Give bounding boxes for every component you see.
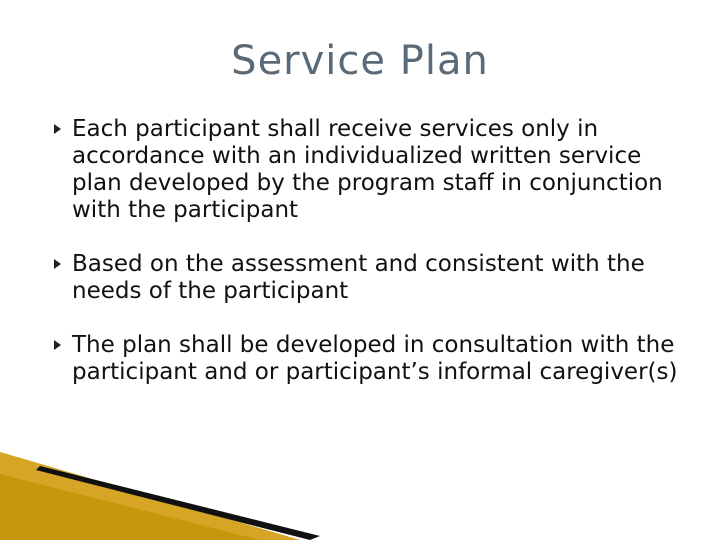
bullet-item xyxy=(52,332,682,386)
corner-decoration xyxy=(0,440,720,540)
bullet-item xyxy=(52,251,682,305)
bullet-item xyxy=(52,116,682,224)
bullet-text: Each participant shall receive services only in accordance with an individualized written service plan developed by the program staff in conjunction with the participant xyxy=(72,116,663,223)
bullet-text: The plan shall be developed in consultation with the participant and or participant’s informal caregiver(s) xyxy=(72,332,678,385)
triangle-bullet-icon xyxy=(54,259,61,269)
triangle-bullet-icon xyxy=(54,124,61,134)
bullet-text: Based on the assessment and consistent with the needs of the participant xyxy=(72,251,645,304)
slide-title: Service Plan xyxy=(231,38,489,84)
bullet-list xyxy=(52,116,682,413)
triangle-bullet-icon xyxy=(54,340,61,350)
